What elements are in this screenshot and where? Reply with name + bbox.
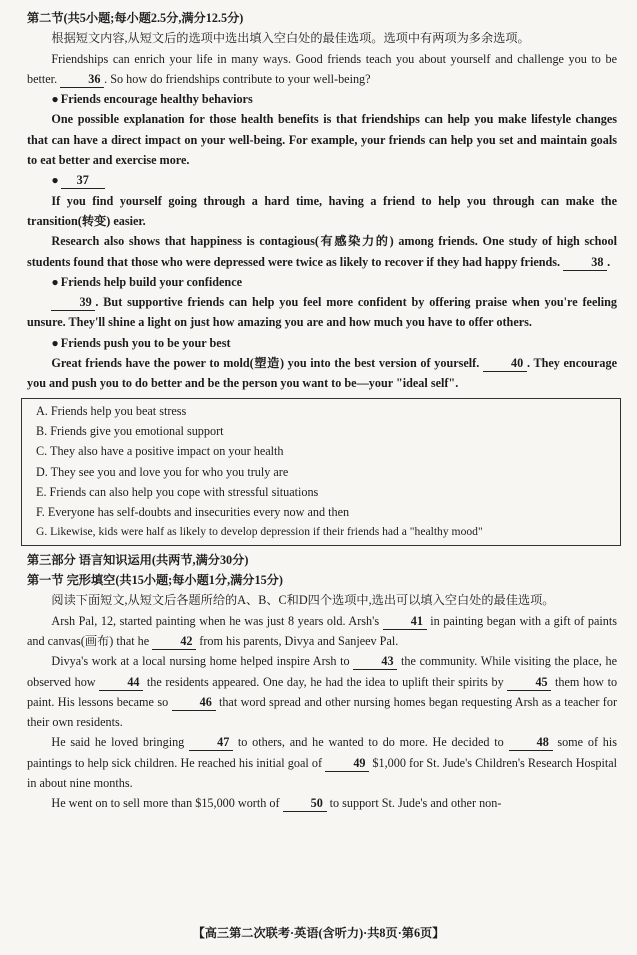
- blank-39: 39: [51, 295, 95, 311]
- option-a: A. Friends help you beat stress: [36, 403, 187, 418]
- part-3-section-1-heading: 第一节 完形填空(共15小题;每小题1分,满分15分): [27, 573, 283, 588]
- passage-paragraph-3: If you find yourself going through a hard time, having a friend to help you through can make the transition(转变) easier.: [27, 193, 617, 228]
- cloze-paragraph-2: [27, 651, 617, 732]
- option-g: G. Likewise, kids were half as likely to develop depression if their friends had a "healthy mood": [36, 525, 483, 539]
- subheading-healthy-behaviors: ● Friends encourage healthy behaviors: [27, 89, 617, 109]
- blank-37: 37: [61, 173, 105, 189]
- blank-47: 47: [189, 735, 233, 751]
- blank-44: 44: [99, 675, 143, 691]
- subheading-confidence: ● Friends help build your confidence: [27, 272, 617, 292]
- cloze-paragraph-4: [27, 793, 617, 813]
- text: He said he loved bringing: [51, 735, 185, 750]
- text: .: [607, 254, 611, 269]
- text: to others, and he wanted to do more. He decided to: [237, 735, 504, 750]
- passage-paragraph-2: One possible explanation for those health benefits is that friendships can help you make lifestyle changes that can have a direct impact on your well-being. For example, your friends can help you set and maintain goals to eat better and exercise more.: [27, 112, 617, 168]
- text: $1,000 for St. Jude's Children's Research Hospital in about nine months.: [27, 755, 618, 790]
- text: . So how do friendships contribute to your well-being?: [104, 71, 371, 86]
- text: Arsh Pal, 12, started painting when he was just 8 years old. Arsh's: [51, 613, 380, 628]
- section-2-heading: 第二节(共5小题;每小题2.5分,满分12.5分): [27, 11, 244, 25]
- blank-48: 48: [509, 735, 553, 751]
- blank-46: 46: [172, 695, 216, 711]
- part-3-instruction: 阅读下面短文,从短文后各题所给的A、B、C和D四个选项中,选出可以填入空白处的最佳选项。: [51, 593, 555, 608]
- blank-36: 36: [60, 72, 104, 88]
- text: from his parents, Divya and Sanjeev Pal.: [199, 633, 399, 648]
- text: Friendships can enrich your life in many ways. Good friends teach you about yourself and challenge you to be better.: [27, 51, 617, 86]
- part-3-heading: 第三部分 语言知识运用(共两节,满分30分): [27, 552, 249, 567]
- text: that word spread and other nursing homes began requesting Arsh as a teacher for their own residents.: [27, 694, 618, 730]
- option-b: B. Friends give you emotional support: [36, 423, 224, 438]
- text: . But supportive friends can help you feel more confident by offering praise when you're feeling unsure. They'll shine a light on just how amazing you are and how much you have to offer others.: [27, 295, 617, 330]
- blank-40: 40: [483, 356, 527, 372]
- blank-43: 43: [353, 654, 397, 670]
- blank-41: 41: [383, 614, 427, 630]
- section-2-instruction: 根据短文内容,从短文后的选项中选出填入空白处的最佳选项。选项中有两项为多余选项。: [51, 31, 530, 46]
- cloze-paragraph-1: [27, 611, 617, 652]
- text: Great friends have the power to mold(塑造) you into the best version of yourself.: [51, 356, 480, 371]
- subheading-blank-37: [27, 170, 617, 190]
- blank-50: 50: [283, 796, 327, 812]
- cloze-paragraph-3: [27, 732, 617, 793]
- text: some of his paintings to help sick children. He reached his initial goal of: [27, 735, 618, 770]
- blank-45: 45: [507, 675, 551, 691]
- text: Research also shows that happiness is contagious(有感染力的) among friends. One study of high school students found that those who were depressed were twice as likely to recover if they had happy friends.: [27, 234, 617, 269]
- text: the residents appeared. One day, he had the idea to uplift their spirits by: [146, 674, 504, 689]
- text: in painting began with a gift of paints and canvas(画布) that he: [27, 613, 618, 648]
- subheading-be-your-best: ● Friends push you to be your best: [27, 333, 617, 353]
- text: the community. While visiting the place, he observed how: [27, 654, 618, 689]
- passage-paragraph-6: [27, 353, 617, 394]
- page-footer: 【高三第二次联考·英语(含听力)·共8页·第6页】: [192, 925, 445, 940]
- option-f: F. Everyone has self-doubts and insecurities every now and then: [36, 505, 350, 520]
- text: them how to paint. His lessons became so: [27, 674, 618, 709]
- blank-42: 42: [152, 634, 196, 650]
- blank-38: 38: [563, 255, 607, 271]
- options-box: [21, 398, 621, 546]
- blank-49: 49: [325, 756, 369, 772]
- option-d: D. They see you and love you for who you truly are: [36, 464, 289, 479]
- text: Divya's work at a local nursing home helped inspire Arsh to: [51, 654, 350, 669]
- passage-paragraph-1: [27, 49, 617, 90]
- text: He went on to sell more than $15,000 worth of: [51, 796, 280, 811]
- text: . They encourage you and push you to do better and be the person you want to be—your "ideal self".: [27, 356, 618, 391]
- passage-paragraph-5: [27, 292, 617, 333]
- option-c: C. They also have a positive impact on your health: [36, 444, 284, 459]
- option-e: E. Friends can also help you cope with stressful situations: [36, 484, 319, 499]
- text: to support St. Jude's and other non-: [329, 796, 502, 811]
- passage-paragraph-4: [27, 231, 617, 272]
